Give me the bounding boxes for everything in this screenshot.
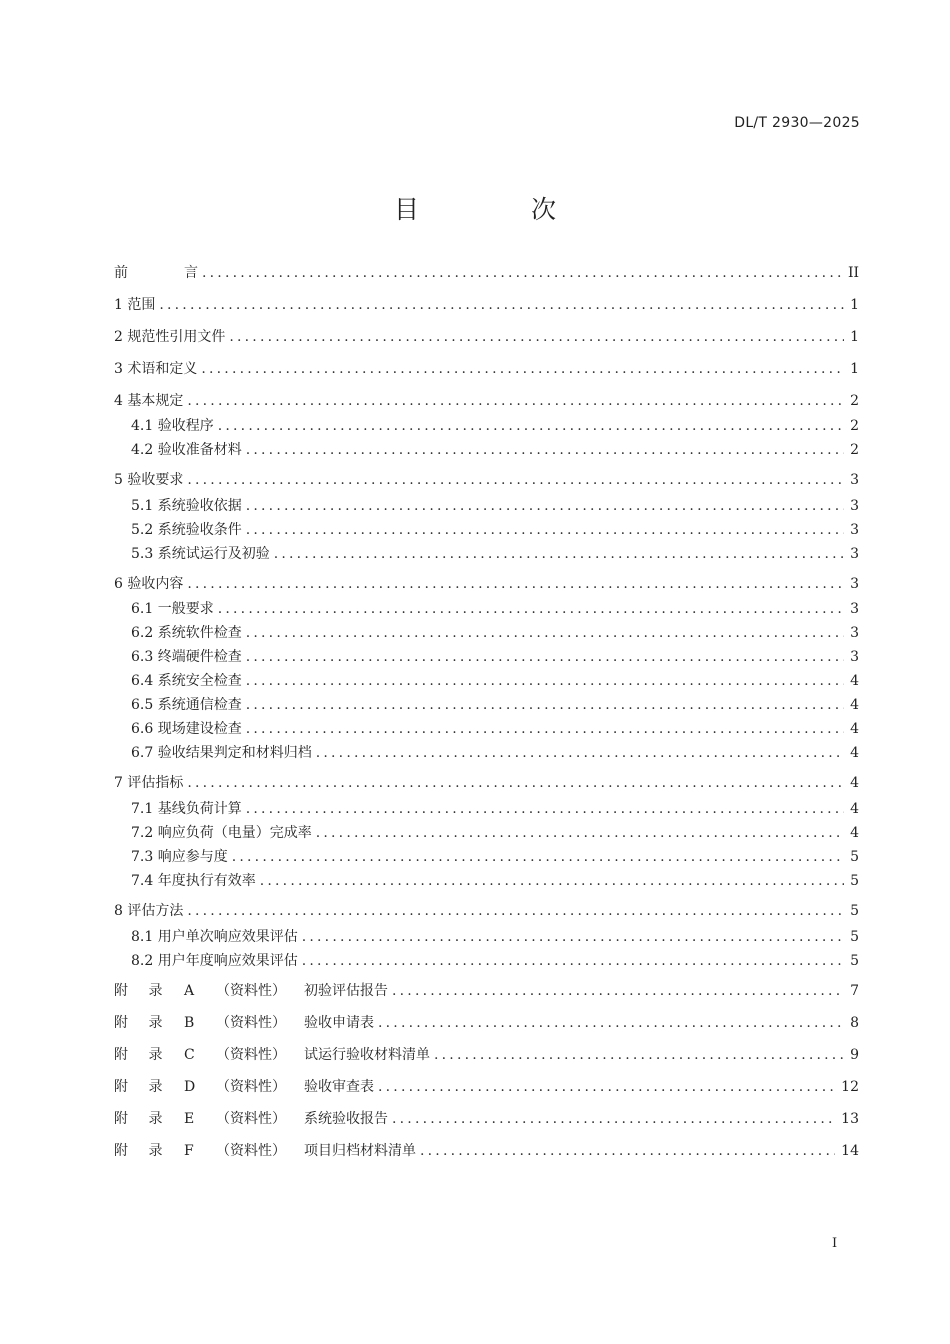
toc-entry[interactable] xyxy=(131,951,859,971)
leader-dots xyxy=(378,1013,844,1033)
annex-title: 验收审查表 xyxy=(304,1079,374,1095)
toc-page-number: 3 xyxy=(850,601,859,617)
toc-entry[interactable] xyxy=(131,823,859,843)
toc-entry[interactable] xyxy=(131,416,859,436)
toc-entry-label: 6.3 终端硬件检查 xyxy=(131,649,242,665)
annex-title: 项目归档材料清单 xyxy=(304,1143,416,1159)
annex-word: 附 录 xyxy=(114,1079,163,1095)
toc-entry-label: 5.1 系统验收依据 xyxy=(131,498,242,514)
annex-word: 附 录 xyxy=(114,1015,163,1031)
annex-title: 系统验收报告 xyxy=(304,1111,388,1127)
toc-page-number: II xyxy=(847,265,859,281)
toc-page-number: 3 xyxy=(850,546,859,562)
toc-entry[interactable] xyxy=(131,647,859,667)
toc-entry-label: 6.2 系统软件检查 xyxy=(131,625,242,641)
leader-dots xyxy=(316,823,844,843)
toc-page-number: 3 xyxy=(850,498,859,514)
leader-dots xyxy=(246,623,844,643)
toc-entry[interactable] xyxy=(131,871,859,891)
toc-entry[interactable] xyxy=(131,927,859,947)
leader-dots xyxy=(260,871,844,891)
leader-dots xyxy=(187,901,844,921)
toc-entry-label: 6.6 现场建设检查 xyxy=(131,721,242,737)
leader-dots xyxy=(232,847,844,867)
toc-page-number: 4 xyxy=(850,673,859,689)
leader-dots xyxy=(246,440,844,460)
leader-dots xyxy=(201,359,844,379)
toc-page-number: 7 xyxy=(850,983,859,999)
preface-char-2: 言 xyxy=(184,265,198,281)
leader-dots xyxy=(159,295,844,315)
toc-page-number: 1 xyxy=(850,297,859,313)
toc-entry-label: 3 术语和定义 xyxy=(114,361,198,377)
toc-page-number: 12 xyxy=(841,1079,859,1095)
toc-page-number: 3 xyxy=(850,472,859,488)
leader-dots xyxy=(229,327,844,347)
leader-dots xyxy=(246,520,844,540)
leader-dots xyxy=(392,981,844,1001)
leader-dots xyxy=(187,574,844,594)
toc-entry-label: 5.2 系统验收条件 xyxy=(131,522,242,538)
toc-page-number: 14 xyxy=(841,1143,859,1159)
toc-annex-entry[interactable] xyxy=(114,1141,859,1161)
leader-dots xyxy=(246,647,844,667)
toc-page-number: 4 xyxy=(850,775,859,791)
toc-entry[interactable] xyxy=(114,359,859,379)
annex-letter: A xyxy=(184,983,195,999)
toc-entry[interactable] xyxy=(114,470,859,490)
toc-page-number: 9 xyxy=(850,1047,859,1063)
annex-letter: E xyxy=(184,1111,195,1127)
page-title: 目 次 xyxy=(394,195,608,224)
toc-page-number: 4 xyxy=(850,801,859,817)
toc-entry[interactable] xyxy=(114,327,859,347)
annex-title: 初验评估报告 xyxy=(304,983,388,999)
preface-char-1: 前 xyxy=(114,265,128,281)
toc-entry[interactable] xyxy=(131,743,859,763)
toc-entry-label: 7.1 基线负荷计算 xyxy=(131,801,242,817)
toc-entry-label: 6.1 一般要求 xyxy=(131,601,214,617)
toc-entry[interactable] xyxy=(131,623,859,643)
annex-nature: （资料性） xyxy=(216,1143,286,1159)
leader-dots xyxy=(434,1045,844,1065)
toc-page-number: 2 xyxy=(850,418,859,434)
toc-entry[interactable] xyxy=(131,520,859,540)
toc-entry[interactable] xyxy=(131,719,859,739)
leader-dots xyxy=(420,1141,835,1161)
toc-page-number: 5 xyxy=(850,929,859,945)
leader-dots xyxy=(274,544,844,564)
toc-entry-label: 6.4 系统安全检查 xyxy=(131,673,242,689)
leader-dots xyxy=(378,1077,835,1097)
leader-dots xyxy=(187,391,844,411)
leader-dots xyxy=(202,263,842,283)
toc-page-number: 5 xyxy=(850,849,859,865)
annex-letter: D xyxy=(184,1079,196,1095)
toc-page-number: 4 xyxy=(850,825,859,841)
annex-nature: （资料性） xyxy=(216,1079,286,1095)
annex-letter: B xyxy=(184,1015,195,1031)
toc-page-number: 1 xyxy=(850,329,859,345)
leader-dots xyxy=(246,671,844,691)
standard-code: DL/T 2930—2025 xyxy=(734,115,860,131)
leader-dots xyxy=(187,470,844,490)
toc-entry[interactable] xyxy=(131,847,859,867)
toc-annex-entry[interactable] xyxy=(114,1013,859,1033)
toc-entry-label: 5 验收要求 xyxy=(114,472,184,488)
toc-entry[interactable] xyxy=(131,440,859,460)
toc-page-number: 3 xyxy=(850,576,859,592)
toc-entry-label: 8 评估方法 xyxy=(114,903,184,919)
toc-entry-label: 7.3 响应参与度 xyxy=(131,849,228,865)
page-number: I xyxy=(832,1236,838,1251)
toc-entry-label: 4.1 验收程序 xyxy=(131,418,214,434)
toc-entry-label: 6 验收内容 xyxy=(114,576,184,592)
annex-letter: F xyxy=(184,1143,194,1159)
leader-dots xyxy=(316,743,844,763)
toc-entry[interactable] xyxy=(114,574,859,594)
leader-dots xyxy=(302,951,844,971)
toc-entry-label: 6.5 系统通信检查 xyxy=(131,697,242,713)
toc-entry-label: 8.1 用户单次响应效果评估 xyxy=(131,929,298,945)
toc-annex-entry[interactable] xyxy=(114,981,859,1001)
leader-dots xyxy=(302,927,844,947)
toc-page-number: 2 xyxy=(850,393,859,409)
toc-page-number: 3 xyxy=(850,649,859,665)
toc-entry[interactable] xyxy=(114,391,859,411)
annex-letter: C xyxy=(184,1047,195,1063)
toc-entry[interactable] xyxy=(131,496,859,516)
toc-entry-label: 4.2 验收准备材料 xyxy=(131,442,242,458)
annex-nature: （资料性） xyxy=(216,1047,286,1063)
toc-page-number: 3 xyxy=(850,522,859,538)
leader-dots xyxy=(392,1109,835,1129)
toc-entry-preface[interactable] xyxy=(114,263,859,283)
toc-page-number: 5 xyxy=(850,873,859,889)
toc-page-number: 5 xyxy=(850,903,859,919)
toc-page-number: 5 xyxy=(850,953,859,969)
leader-dots xyxy=(218,599,844,619)
toc-entry-label: 7 评估指标 xyxy=(114,775,184,791)
annex-word: 附 录 xyxy=(114,1047,163,1063)
toc-annex-entry[interactable] xyxy=(114,1045,859,1065)
toc-entry-label: 8.2 用户年度响应效果评估 xyxy=(131,953,298,969)
toc-entry-label: 2 规范性引用文件 xyxy=(114,329,226,345)
annex-word: 附 录 xyxy=(114,1143,163,1159)
toc-page-number: 4 xyxy=(850,697,859,713)
toc-page-number: 1 xyxy=(850,361,859,377)
toc-page-number: 4 xyxy=(850,721,859,737)
annex-nature: （资料性） xyxy=(216,1111,286,1127)
leader-dots xyxy=(246,695,844,715)
toc-entry[interactable] xyxy=(131,671,859,691)
leader-dots xyxy=(246,719,844,739)
toc-entry[interactable] xyxy=(131,695,859,715)
annex-title: 试运行验收材料清单 xyxy=(304,1047,430,1063)
toc-page-number: 13 xyxy=(841,1111,859,1127)
toc-entry-label: 4 基本规定 xyxy=(114,393,184,409)
annex-nature: （资料性） xyxy=(216,1015,286,1031)
toc-page-number: 8 xyxy=(850,1015,859,1031)
toc-entry[interactable] xyxy=(131,799,859,819)
toc-entry-label: 5.3 系统试运行及初验 xyxy=(131,546,270,562)
annex-word: 附 录 xyxy=(114,983,163,999)
toc-entry[interactable] xyxy=(131,599,859,619)
toc-page-number: 2 xyxy=(850,442,859,458)
toc-annex-entry[interactable] xyxy=(114,1077,859,1097)
annex-title: 验收申请表 xyxy=(304,1015,374,1031)
toc-entry[interactable] xyxy=(114,295,859,315)
toc-annex-entry[interactable] xyxy=(114,1109,859,1129)
toc-entry[interactable] xyxy=(114,773,859,793)
toc-page-number: 4 xyxy=(850,745,859,761)
leader-dots xyxy=(246,799,844,819)
toc-entry[interactable] xyxy=(114,901,859,921)
toc-entry-label: 1 范围 xyxy=(114,297,156,313)
annex-nature: （资料性） xyxy=(216,983,286,999)
toc-page-number: 3 xyxy=(850,625,859,641)
leader-dots xyxy=(218,416,844,436)
annex-word: 附 录 xyxy=(114,1111,163,1127)
toc-entry-label: 7.2 响应负荷（电量）完成率 xyxy=(131,825,312,841)
leader-dots xyxy=(246,496,844,516)
leader-dots xyxy=(187,773,844,793)
toc-entry-label: 6.7 验收结果判定和材料归档 xyxy=(131,745,312,761)
toc-entry[interactable] xyxy=(131,544,859,564)
toc-entry-label: 7.4 年度执行有效率 xyxy=(131,873,256,889)
